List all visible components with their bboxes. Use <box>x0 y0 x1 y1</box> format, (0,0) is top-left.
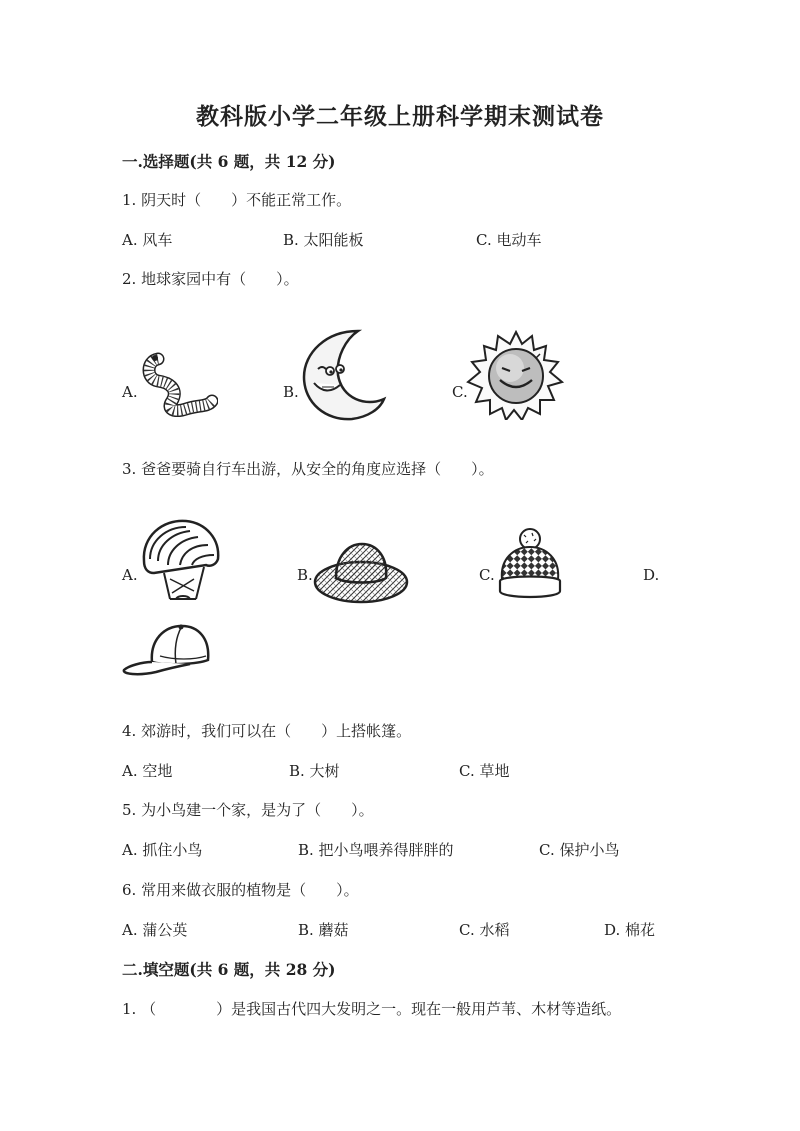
question-6: 6. 常用来做衣服的植物是（ ）。 <box>122 881 359 899</box>
q6-option-c[interactable]: C. 水稻 <box>459 921 510 939</box>
page-title: 教科版小学二年级上册科学期末测试卷 <box>196 103 604 130</box>
question-5: 5. 为小鸟建一个家，是为了（ ）。 <box>122 801 374 819</box>
question-1: 1. 阴天时（ ）不能正常工作。 <box>122 191 352 209</box>
q3-option-a[interactable]: A. <box>122 566 138 584</box>
q1-option-b[interactable]: B. 太阳能板 <box>283 231 364 249</box>
straw-hat-icon <box>312 538 410 606</box>
question-3: 3. 爸爸要骑自行车出游，从安全的角度应选择（ ）。 <box>122 460 494 478</box>
q1-option-c[interactable]: C. 电动车 <box>476 231 542 249</box>
q4-option-a[interactable]: A. 空地 <box>122 762 173 780</box>
baseball-cap-icon <box>120 622 212 678</box>
question-4: 4. 郊游时，我们可以在（ ）上搭帐篷。 <box>122 722 412 740</box>
q2-option-c[interactable]: C. <box>452 383 468 401</box>
q6-option-a[interactable]: A. 蒲公英 <box>122 921 188 939</box>
question-2: 2. 地球家园中有（ ）。 <box>122 270 299 288</box>
q6-option-d[interactable]: D. 棉花 <box>604 921 656 939</box>
q5-option-b[interactable]: B. 把小鸟喂养得胖胖的 <box>298 841 454 859</box>
q2-option-b[interactable]: B. <box>283 383 299 401</box>
sun-icon <box>466 330 566 420</box>
fill-question-1: 1. （ ）是我国古代四大发明之一。现在一般用芦苇、木材等造纸。 <box>122 1000 622 1018</box>
q1-option-a[interactable]: A. 风车 <box>122 231 173 249</box>
q4-option-b[interactable]: B. 大树 <box>289 762 340 780</box>
section-fill-heading: 二.填空题(共 6 题，共 28 分) <box>122 960 336 979</box>
q3-option-b[interactable]: B. <box>297 566 313 584</box>
q3-option-d[interactable]: D. <box>643 566 660 584</box>
moon-icon <box>296 325 391 425</box>
bike-helmet-icon <box>136 515 224 605</box>
q5-option-a[interactable]: A. 抓住小鸟 <box>122 841 203 859</box>
q4-option-c[interactable]: C. 草地 <box>459 762 510 780</box>
q2-option-a[interactable]: A. <box>122 383 138 401</box>
q3-option-c[interactable]: C. <box>479 566 495 584</box>
q5-option-c[interactable]: C. 保护小鸟 <box>539 841 620 859</box>
knit-beanie-icon <box>496 527 564 603</box>
earthworm-icon <box>138 345 218 417</box>
section-choice-heading: 一.选择题(共 6 题，共 12 分) <box>122 152 336 171</box>
q6-option-b[interactable]: B. 蘑菇 <box>298 921 349 939</box>
